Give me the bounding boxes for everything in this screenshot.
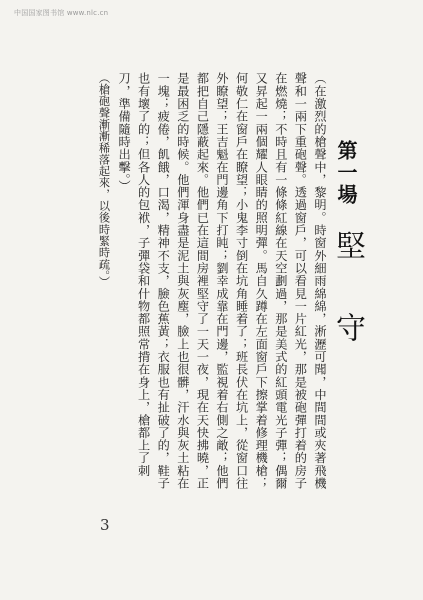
scene-label: 第一場 [334,140,358,206]
library-watermark: 中国国家图书馆 www.nlc.cn [14,9,109,17]
scene-title: 堅守 [330,230,365,394]
stage-direction-paragraph: （在激烈的槍聲中，黎明。時窗外細雨綿綿，淅瀝可聞，中間間或夾著飛機聲和一兩下重砲聲。透過窗戶，可以看見一片紅光，那是被砲彈打着的房子在燃燒；不時且有一條條紅線在天空劃過，那是美式的紅頭電光子彈；偶爾又昇起一兩個耀人眼睛的照明彈。馬自久蹲在左面窗戶下擦掌着修理機槍；何敬仁在窗戶在瞭望；小鬼李寸倒在坑角睡着了；班長伏在坑上，從窗口往外瞭望；王吉魁在門邊角下打盹；劉幸成靠在門邊，監視着右側之敵；他們都把自己隱蔽起來。他們已在這間房裡堅守了一天一夜，現在天快拂曉，正是最困乏的時候。他們渾身盡是泥土與灰塵，臉上也很髒，汗水與灰土粘在一塊；疲倦，飢餓，口渴，精神不支，臉色蕉黃；衣服也有扯破了的，鞋子也有壞了的；但各人的包袱，子彈袋和什物都照常揹在身上，槍都上了刺刀，準備隨時出擊。） [117,72,327,490]
stage-direction-note: （槍砲聲漸漸稀落起來，以後時緊時疏。） [97,72,111,288]
stage-direction-block [94,72,329,492]
page-number: 3 [100,516,110,534]
